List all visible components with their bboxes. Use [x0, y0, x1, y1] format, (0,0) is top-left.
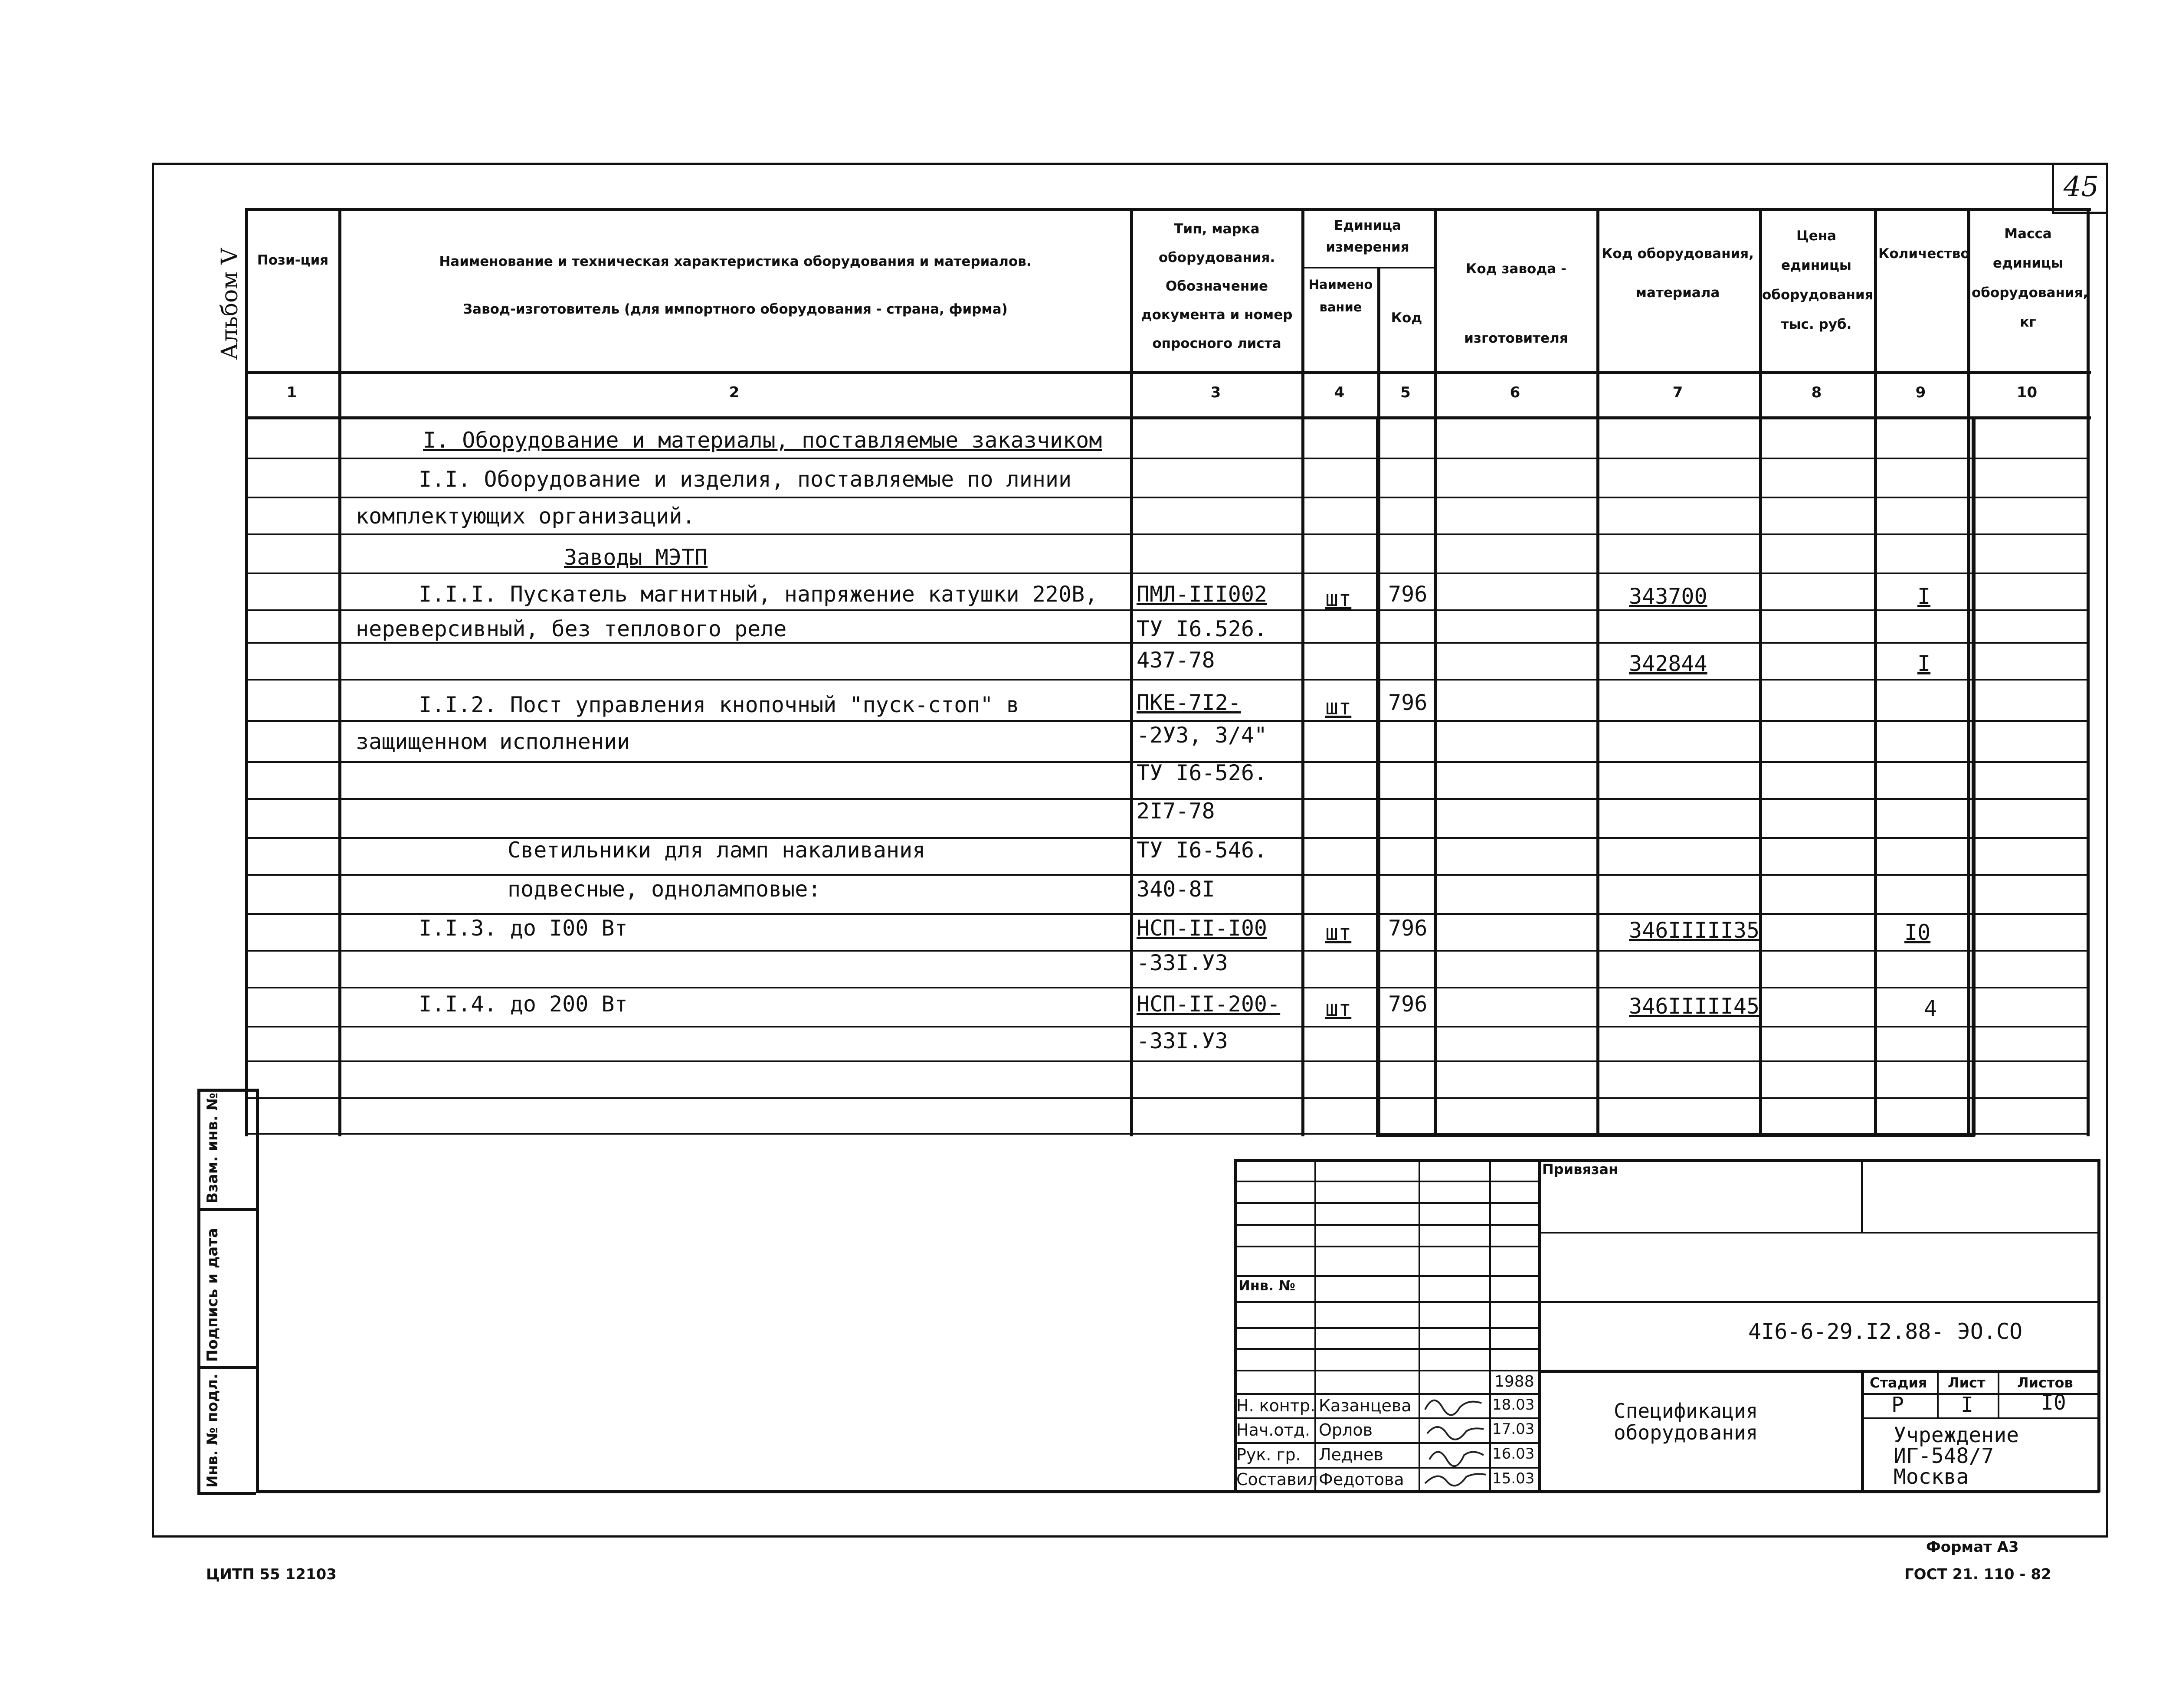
item-4-unit-code: 796 — [1388, 991, 1428, 1017]
item-2-unit: шт — [1325, 694, 1352, 720]
item-4-type: НСП-II-200- — [1137, 991, 1281, 1017]
year: 1988 — [1494, 1373, 1534, 1391]
table-row-line — [245, 497, 2089, 498]
inv-no-label: Инв. № — [1238, 1277, 1295, 1294]
stage-value: Р — [1891, 1393, 1904, 1417]
date-fedotova: 15.03 — [1492, 1470, 1535, 1487]
table-row-line — [245, 573, 2089, 574]
org-line3: Москва — [1894, 1465, 1969, 1489]
doc-title-line1: Спецификация — [1614, 1399, 1758, 1423]
col-number-9: 9 — [1915, 384, 1926, 401]
side-stamp-inv-vzam: Взам. инв. № — [204, 1093, 221, 1204]
name-kazantseva: Казанцева — [1319, 1396, 1412, 1415]
name-lednev: Леднев — [1319, 1445, 1383, 1464]
header-type: Тип, марка оборудования. Обозначение документа и номер опросного листа — [1141, 221, 1293, 351]
privyazan-label: Привязан — [1542, 1161, 1619, 1178]
footer-format: Формат А3 — [1926, 1538, 2019, 1556]
table-row-line — [245, 679, 2089, 681]
header-name-line2: Завод-изготовитель (для импортного оборудования - страна, фирма) — [463, 301, 1008, 317]
item-1-name-line2: нереверсивный, без теплового реле — [356, 616, 787, 641]
col-number-2: 2 — [729, 384, 740, 401]
col-number-4: 4 — [1334, 384, 1345, 401]
table-row-line — [245, 874, 2089, 876]
role-sostavil: Составил — [1236, 1470, 1318, 1489]
footer-gost: ГОСТ 21. 110 - 82 — [1904, 1566, 2051, 1583]
item-1-doc-line1: ТУ I6.526. — [1137, 616, 1268, 641]
lamps-doc-line1: ТУ I6-546. — [1137, 838, 1268, 863]
table-row-line — [245, 609, 2089, 611]
header-maker-code: Код завода - изготовителя — [1464, 261, 1568, 346]
item-1-alt-equip-code: 342844 — [1629, 651, 1707, 676]
item-1-alt-qty: I — [1917, 651, 1931, 676]
col-number-5: 5 — [1400, 384, 1411, 401]
col-number-7: 7 — [1672, 384, 1683, 401]
sheet-page-number: 45 — [2052, 163, 2108, 214]
subsection-title-line1: I.I. Оборудование и изделия, поставляемые по линии — [419, 467, 1072, 492]
name-orlov: Орлов — [1319, 1420, 1373, 1440]
section-title: I. Оборудование и материалы, поставляемые заказчиком — [423, 428, 1102, 453]
header-price: Цена единицы оборудования, тыс. руб. — [1762, 228, 1879, 332]
lamps-title-line1: Светильники для ламп накаливания — [508, 838, 926, 863]
item-2-type: ПКЕ-7I2- — [1137, 690, 1241, 715]
lamps-doc-line2: 340-8I — [1137, 877, 1215, 902]
header-mass: Масса единицы оборудования, кг — [1972, 226, 2088, 330]
subsection-title-line2: комплектующих организаций. — [356, 504, 695, 529]
table-row-line — [245, 720, 2089, 722]
role-n-kontr: Н. контр. — [1236, 1396, 1316, 1415]
item-1-type: ПМЛ-III002 — [1137, 582, 1268, 607]
table-row-line — [245, 987, 2089, 988]
col-number-6: 6 — [1510, 384, 1520, 401]
table-row-line — [245, 1133, 2089, 1135]
item-1-equip-code: 343700 — [1629, 584, 1707, 609]
signatures-image — [1421, 1390, 1490, 1490]
group-title: Заводы МЭТП — [564, 545, 708, 570]
item-1-qty: I — [1917, 584, 1931, 609]
date-orlov: 17.03 — [1492, 1420, 1535, 1438]
item-1-unit-code: 796 — [1388, 582, 1428, 607]
item-3-unit: шт — [1325, 920, 1352, 945]
table-row-line — [245, 533, 2089, 535]
sheets-value: I0 — [2041, 1391, 2066, 1415]
header-name-line1: Наименование и техническая характеристика оборудования и материалов. — [439, 254, 1032, 269]
org-line2: ИГ-548/7 — [1894, 1444, 1994, 1468]
item-2-doc-line1: ТУ I6-526. — [1137, 760, 1268, 785]
header-equip-code: Код оборудования, материала — [1602, 246, 1754, 301]
side-stamp-sign-date: Подпись и дата — [204, 1228, 221, 1362]
role-nach-otd: Нач.отд. — [1236, 1420, 1311, 1440]
header-quantity: Количество — [1878, 246, 1970, 262]
item-4-equip-code: 346IIIII45 — [1629, 994, 1760, 1019]
header-unit: Единица измерения — [1326, 218, 1409, 255]
col-number-3: 3 — [1210, 384, 1221, 401]
sheet-value: I — [1961, 1393, 1973, 1417]
item-1-name-line1: I.I.I. Пускатель магнитный, напряжение катушки 220В, — [419, 582, 1098, 607]
doc-title-line2: оборудования — [1614, 1421, 1758, 1444]
item-4-unit: шт — [1325, 996, 1352, 1021]
document-code: 4I6-6-29.I2.88- ЭО.СО — [1748, 1319, 2023, 1344]
sheet-label: Лист — [1948, 1374, 1986, 1391]
item-1-unit: шт — [1325, 586, 1352, 611]
item-2-name-line2: защищенном исполнении — [356, 729, 630, 754]
album-label: Альбом V — [217, 248, 243, 360]
item-4-qty: 4 — [1924, 996, 1937, 1021]
item-3-unit-code: 796 — [1388, 916, 1428, 941]
lamps-title-line2: подвесные, однолампoвые: — [508, 877, 821, 902]
item-3-equip-code: 346IIIII35 — [1629, 918, 1760, 943]
item-1-doc-line2: 437-78 — [1137, 648, 1215, 673]
stage-label: Стадия — [1870, 1374, 1927, 1391]
col-number-1: 1 — [286, 384, 297, 401]
table-row-line — [245, 1026, 2089, 1027]
item-2-type-line2: -2У3, 3/4" — [1137, 723, 1268, 748]
col-number-10: 10 — [2016, 384, 2038, 401]
table-row-line — [245, 1097, 2089, 1099]
footer-code: ЦИТП 55 12103 — [206, 1566, 337, 1583]
item-3-type-line2: -33I.У3 — [1137, 950, 1228, 975]
header-unit-code: Код — [1391, 310, 1422, 326]
org-line1: Учреждение — [1894, 1423, 2019, 1447]
side-stamp-inv-podl: Инв. № подл. — [204, 1373, 221, 1488]
item-2-doc-line2: 2I7-78 — [1137, 798, 1215, 824]
item-3-qty: I0 — [1904, 920, 1931, 945]
date-kazantseva: 18.03 — [1492, 1396, 1535, 1414]
table-row-line — [245, 458, 2089, 459]
name-fedotova: Федотова — [1319, 1470, 1404, 1489]
header-position: Пози-ция — [257, 252, 329, 268]
sheets-label: Листов — [2017, 1374, 2073, 1391]
date-lednev: 16.03 — [1492, 1445, 1535, 1463]
item-3-type: НСП-II-I00 — [1137, 916, 1268, 941]
table-row-line — [245, 913, 2089, 915]
role-ruk-gr: Рук. гр. — [1236, 1445, 1301, 1464]
table-row-line — [245, 1060, 2089, 1062]
item-2-unit-code: 796 — [1388, 690, 1428, 715]
item-4-name: I.I.4. до 200 Вт — [419, 991, 628, 1017]
item-3-name: I.I.3. до I00 Вт — [419, 916, 628, 941]
item-2-name-line1: I.I.2. Пост управления кнопочный "пуск-стоп" в — [419, 692, 1019, 717]
col-number-8: 8 — [1811, 384, 1822, 401]
header-unit-name: Наименование — [1308, 277, 1373, 314]
item-4-type-line2: -33I.У3 — [1137, 1028, 1228, 1054]
table-row-line — [245, 642, 2089, 644]
